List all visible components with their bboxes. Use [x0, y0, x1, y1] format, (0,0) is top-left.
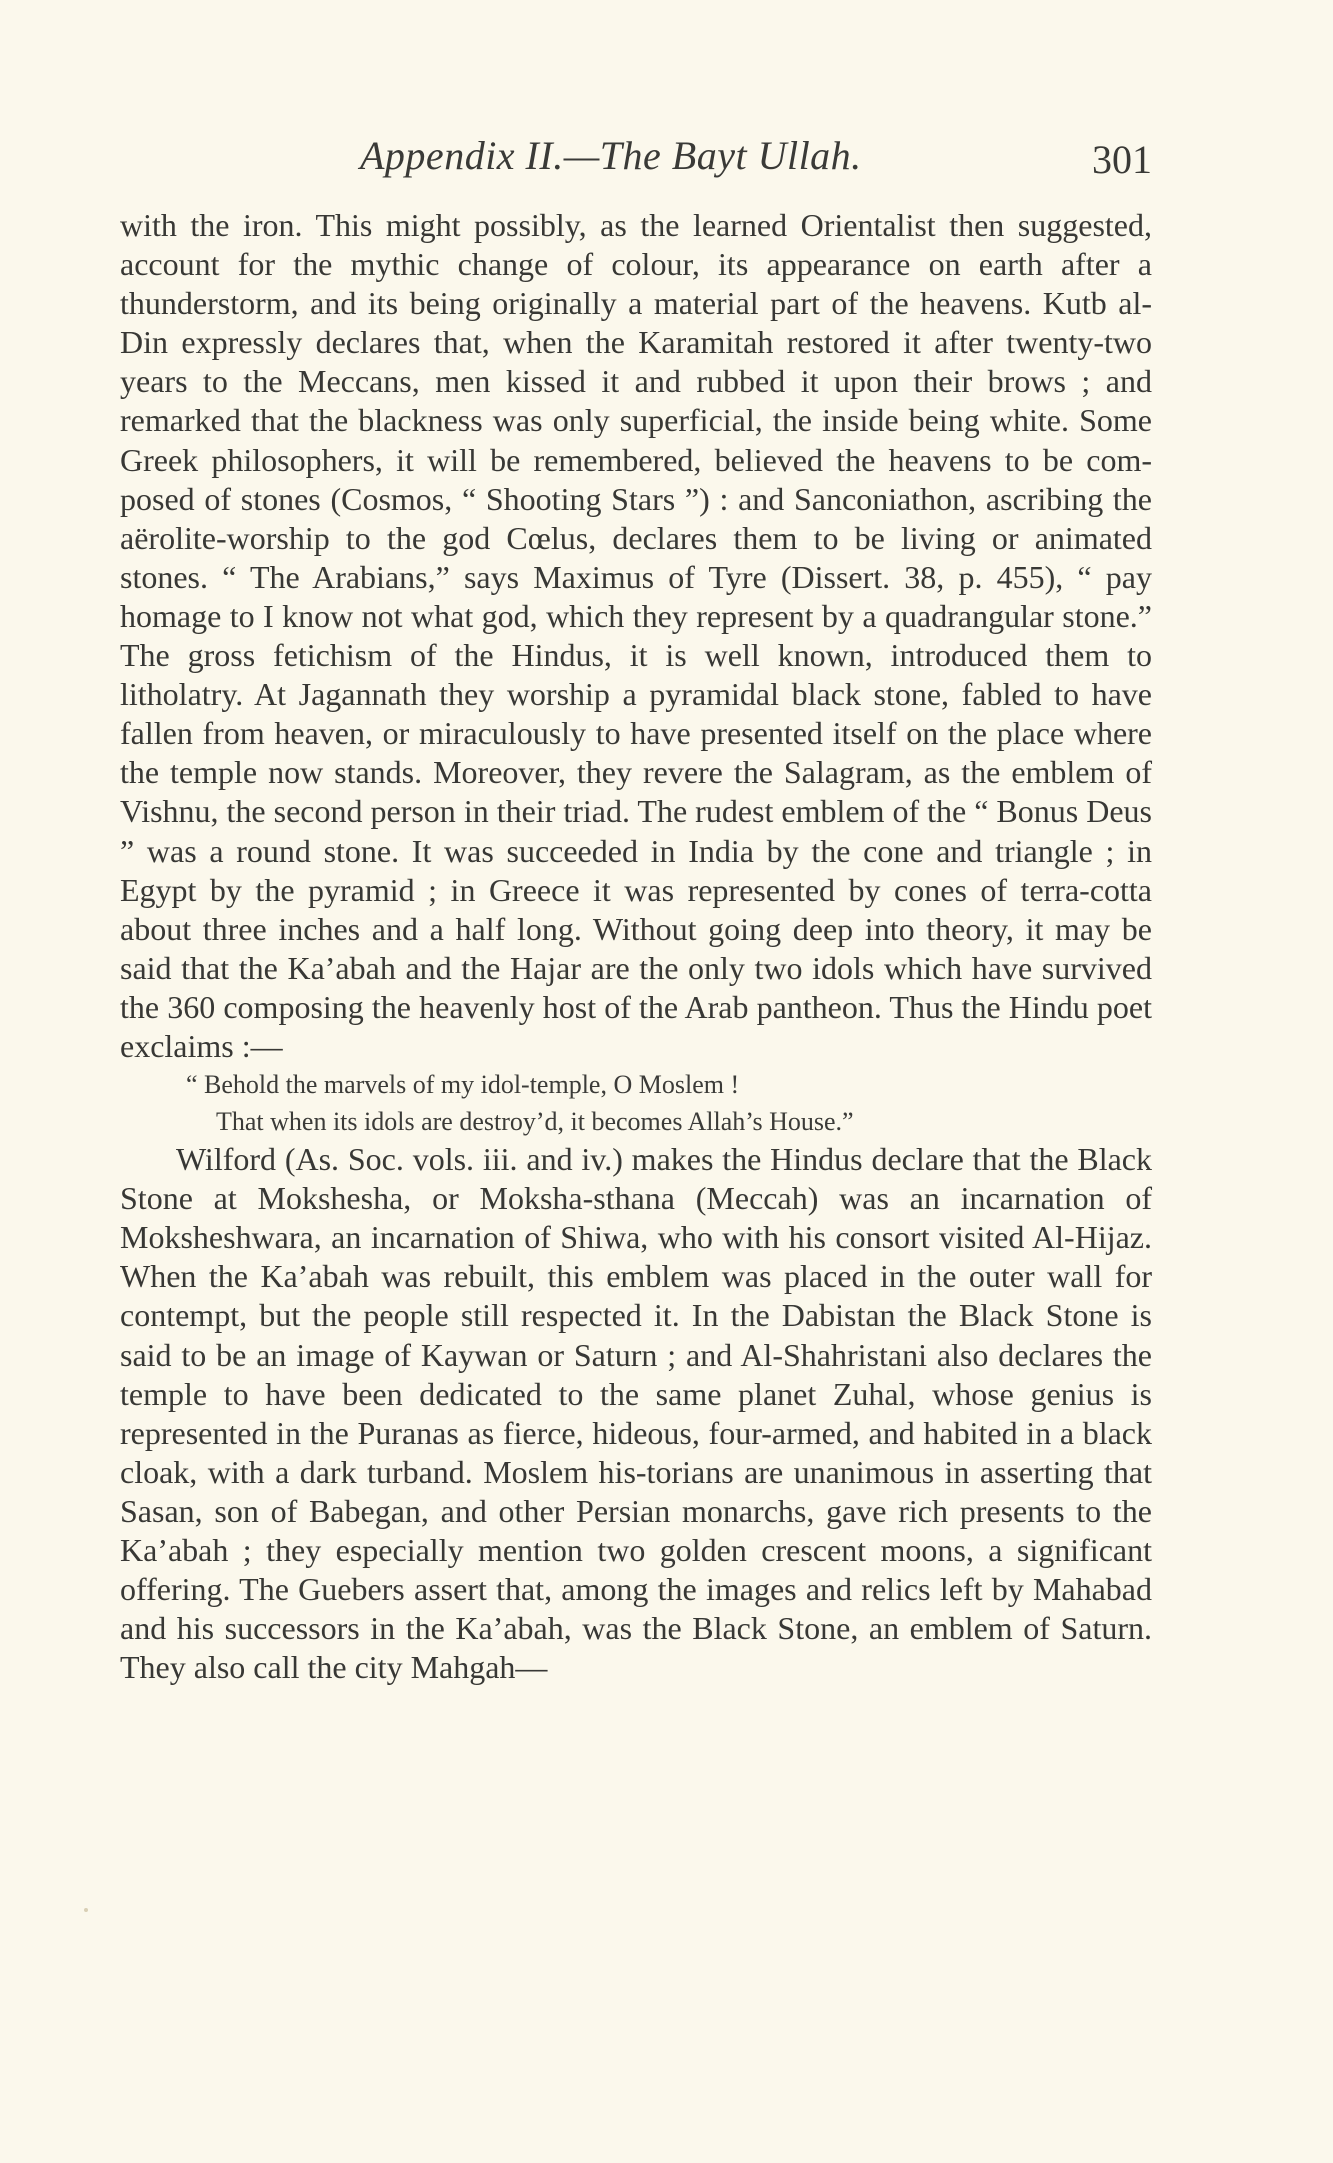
verse-quotation — [120, 1066, 1152, 1140]
page-number: 301 — [1092, 137, 1152, 182]
paragraph-2: Wilford (As. Soc. vols. iii. and iv.) makes the Hindus declare that the Black Stone at Mokshesha, or Moksha-sthana (Meccah) was an incarnation of Moksheshwara, an incarnation of Shiwa, who with his consort visited Al-Hijaz. When the Ka’abah was rebuilt, this emblem was placed in the outer wall for contempt, but the people still respected it. In the Dabistan the Black Stone is said to be an image of Kaywan or Saturn ; and Al-Shahristani also declares the temple to have been dedicated to the same planet Zuhal, whose genius is represented in the Puranas as fierce, hideous, four-armed, and habited in a black cloak, with a dark turband. Moslem his-torians are unanimous in asserting that Sasan, son of Babegan, and other Persian monarchs, gave rich presents to the Ka’abah ; they especially mention two golden crescent moons, a significant offering. The Guebers assert that, among the images and relics left by Mahabad and his successors in the Ka’abah, was the Black Stone, an emblem of Saturn. They also call the city Mahgah— — [120, 1141, 1152, 1686]
page-header — [120, 128, 1152, 182]
running-head: Appendix II.—The Bayt Ullah. — [360, 133, 862, 178]
paper-speck — [84, 1908, 88, 1912]
paragraph-1: with the iron. This might possibly, as the learned Orientalist then suggested, account for the mythic change of colour, its appearance on earth after a thunderstorm, and its being originally a material part of the heavens. Kutb al-Din expressly declares that, when the Karamitah restored it after twenty-two years to the Meccans, men kissed it and rubbed it upon their brows ; and remarked that the blackness was only superficial, the inside being white. Some Greek philosophers, it will be remembered, believed the heavens to be com-posed of stones (Cosmos, “ Shooting Stars ”) : and Sanconiathon, ascribing the aërolite-worship to the god Cœlus, declares them to be living or animated stones. “ The Arabians,” says Maximus of Tyre (Dissert. 38, p. 455), “ pay homage to I know not what god, which they represent by a quadrangular stone.” The gross fetichism of the Hindus, it is well known, introduced them to litholatry. At Jagannath they worship a pyramidal black stone, fabled to have fallen from heaven, or miraculously to have presented itself on the place where the temple now stands. Moreover, they revere the Salagram, as the emblem of Vishnu, the second person in their triad. The rudest emblem of the “ Bonus Deus ” was a round stone. It was succeeded in India by the cone and triangle ; in Egypt by the pyramid ; in Greece it was represented by cones of terra-cotta about three inches and a half long. Without going deep into theory, it may be said that the Ka’abah and the Hajar are the only two idols which have survived the 360 composing the heavenly host of the Arab pantheon. Thus the Hindu poet exclaims :— — [120, 207, 1152, 1064]
verse-line-1: “ Behold the marvels of my idol-temple, O Moslem ! — [186, 1070, 740, 1100]
body-text — [120, 206, 1152, 1687]
verse-line-2: That when its idols are destroy’d, it becomes Allah’s House.” — [216, 1107, 854, 1137]
